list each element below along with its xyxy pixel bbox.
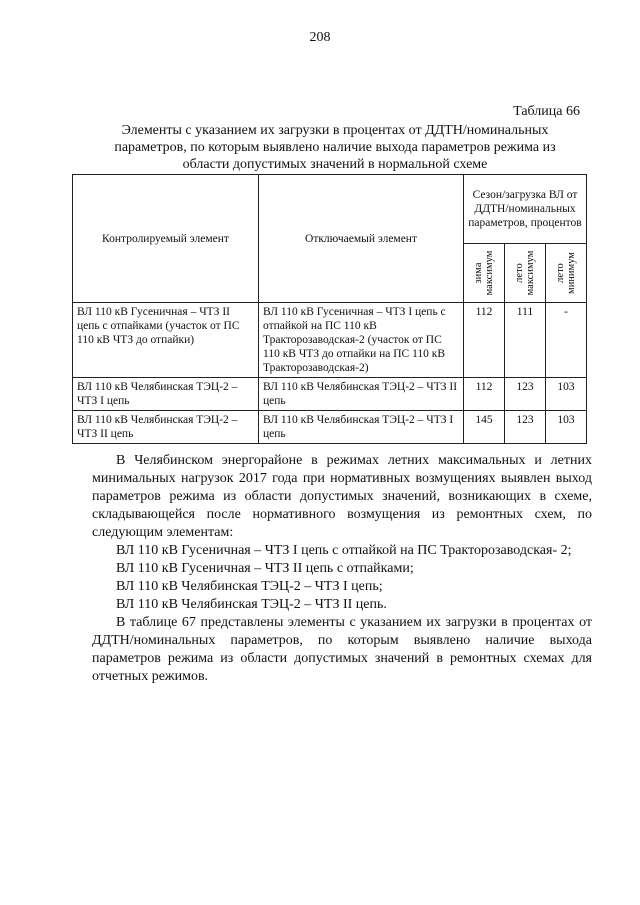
- paragraph-2: В таблице 67 представлены элементы с указанием их загрузки в процентах от ДДТН/номинальных параметров, по которым выявлено наличие выхода параметров режима из области допустимых значений в ремонтных схемах для отчетных режимов.: [92, 615, 592, 684]
- list-item: ВЛ 110 кВ Гусеничная – ЧТЗ II цепь с отпайками;: [116, 561, 414, 576]
- cell-winter-max: 145: [464, 411, 505, 444]
- cell-controlled: ВЛ 110 кВ Челябинская ТЭЦ-2 – ЧТЗ I цепь: [73, 378, 259, 411]
- table-caption: Элементы с указанием их загрузки в процентах от ДДТН/номинальных параметров, по которым выявлено наличие выхода параметров режима из области допустимых значений в нормальной схеме: [114, 123, 556, 172]
- body-text: [92, 452, 592, 686]
- header-controlled: Контролируемый элемент: [73, 175, 259, 303]
- cell-summer-min: 103: [546, 378, 587, 411]
- header-summer-min: лето минимум: [546, 244, 587, 303]
- cell-summer-max: 123: [505, 411, 546, 444]
- table-label: Таблица 66: [513, 104, 580, 119]
- header-season: Сезон/загрузка ВЛ от ДДТН/номинальных параметров, процентов: [464, 175, 587, 244]
- cell-summer-max: 111: [505, 303, 546, 378]
- load-table: [72, 174, 587, 444]
- cell-disconnected: ВЛ 110 кВ Гусеничная – ЧТЗ I цепь с отпайкой на ПС 110 кВ Тракторозаводская-2 (участок от ПС 110 кВ ЧТЗ до отпайки на ПС 110 кВ Тракторозаводская-2): [259, 303, 464, 378]
- cell-winter-max: 112: [464, 303, 505, 378]
- cell-disconnected: ВЛ 110 кВ Челябинская ТЭЦ-2 – ЧТЗ I цепь: [259, 411, 464, 444]
- table-row: [73, 303, 587, 378]
- cell-controlled: ВЛ 110 кВ Гусеничная – ЧТЗ II цепь с отпайками (участок от ПС 110 кВ ЧТЗ до отпайки): [73, 303, 259, 378]
- header-disconnected: Отключаемый элемент: [259, 175, 464, 303]
- list-item: ВЛ 110 кВ Челябинская ТЭЦ-2 – ЧТЗ I цепь;: [116, 579, 383, 594]
- list-item: ВЛ 110 кВ Челябинская ТЭЦ-2 – ЧТЗ II цепь.: [116, 597, 387, 612]
- paragraph-1: В Челябинском энергорайоне в режимах летних максимальных и летних минимальных нагрузок 2017 года при нормативных возмущениях выявлен выход параметров режима из области допустимых значений, возникающих в схеме, складывающейся после нормативного возмущения из ремонтных схем, по следующим элементам:: [92, 453, 592, 540]
- table-header-row: [73, 175, 587, 244]
- cell-winter-max: 112: [464, 378, 505, 411]
- header-winter-max: зима максимум: [464, 244, 505, 303]
- cell-controlled: ВЛ 110 кВ Челябинская ТЭЦ-2 – ЧТЗ II цепь: [73, 411, 259, 444]
- cell-summer-max: 123: [505, 378, 546, 411]
- cell-disconnected: ВЛ 110 кВ Челябинская ТЭЦ-2 – ЧТЗ II цепь: [259, 378, 464, 411]
- cell-summer-min: 103: [546, 411, 587, 444]
- table-row: [73, 378, 587, 411]
- list-item: ВЛ 110 кВ Гусеничная – ЧТЗ I цепь с отпайкой на ПС Тракторозаводская- 2;: [116, 543, 572, 558]
- table-row: [73, 411, 587, 444]
- header-summer-max: лето максимум: [505, 244, 546, 303]
- page-number: 208: [309, 30, 331, 45]
- cell-summer-min: -: [546, 303, 587, 378]
